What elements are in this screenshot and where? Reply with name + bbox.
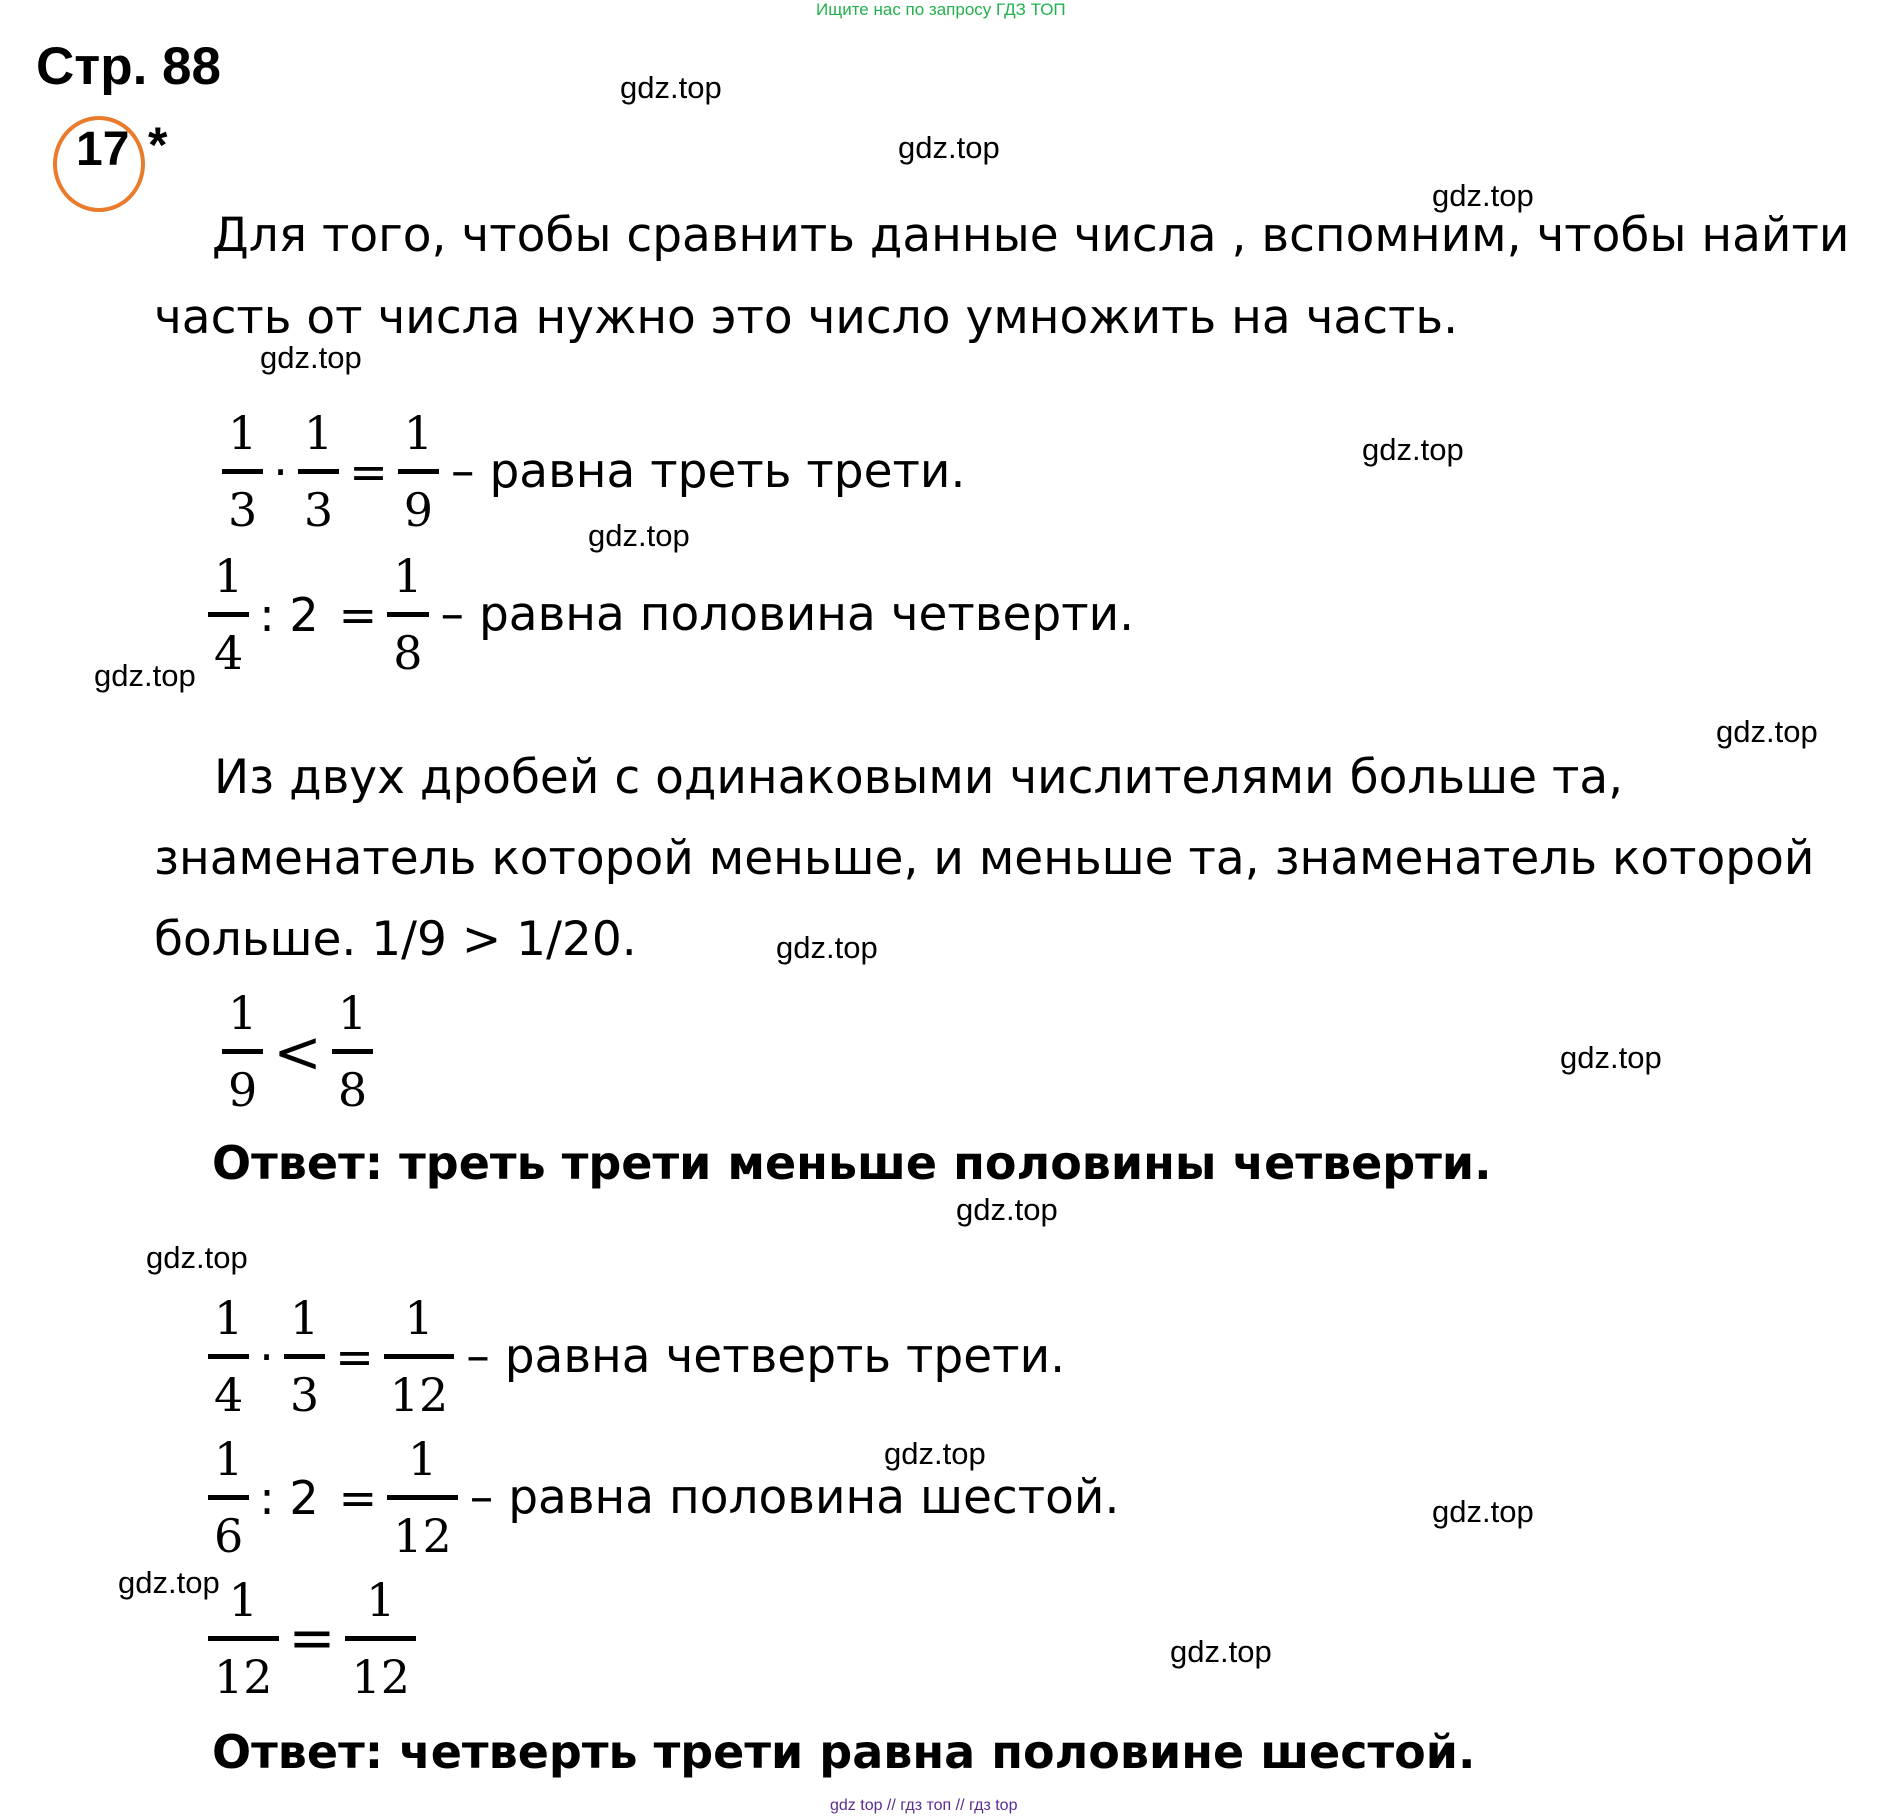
fraction-numerator: 1 (289, 1291, 320, 1345)
fraction-bar (384, 1354, 455, 1359)
fraction-numerator: 1 (214, 1432, 244, 1486)
rule-line-1: Из двух дробей с одинаковыми числителями больше та, (214, 750, 1624, 805)
fraction-bar (387, 1495, 458, 1500)
fraction (298, 406, 339, 537)
equals-sign: = (338, 587, 378, 642)
fraction-bar (284, 1354, 325, 1359)
watermark: gdz.top (1432, 178, 1534, 213)
fraction-result (398, 406, 439, 537)
fraction (208, 1291, 249, 1422)
fraction-numerator: 1 (404, 1291, 434, 1345)
equation-explanation: – равна четверть трети. (466, 1329, 1066, 1384)
comparison-one-twelfth-equals (208, 1573, 416, 1704)
fraction-bar (222, 469, 263, 474)
fraction (284, 1291, 325, 1422)
watermark: gdz.top (1432, 1494, 1534, 1529)
equation-half-of-quarter (208, 549, 1135, 680)
fraction-numerator: 1 (228, 406, 258, 460)
multiply-sign: · (273, 444, 288, 499)
fraction-bar (345, 1636, 416, 1641)
fraction-bar (208, 1636, 279, 1641)
fraction (345, 1573, 416, 1704)
fraction-numerator: 1 (337, 986, 368, 1040)
fraction-bar (208, 1495, 249, 1500)
watermark: gdz.top (118, 1565, 220, 1600)
fraction-denominator: 3 (289, 1368, 320, 1422)
fraction-bar (298, 469, 339, 474)
answer-1: Ответ: треть трети меньше половины четверти. (212, 1136, 1492, 1190)
watermark: gdz.top (1362, 432, 1464, 467)
fraction (222, 406, 263, 537)
equation-quarter-of-third (208, 1291, 1066, 1422)
rule-line-3: больше. 1/9 > 1/20. (154, 912, 637, 967)
fraction-denominator: 4 (214, 1368, 244, 1422)
equals-sign: = (335, 1329, 374, 1384)
fraction-denominator: 9 (228, 1063, 258, 1117)
watermark: gdz.top (1170, 1634, 1272, 1669)
fraction (332, 986, 373, 1117)
watermark: gdz.top (146, 1240, 248, 1275)
watermark: gdz.top (1716, 714, 1818, 749)
fraction-result (387, 1432, 458, 1563)
fraction-denominator: 6 (214, 1509, 244, 1563)
fraction (222, 986, 263, 1117)
task-number: 17 (76, 123, 130, 176)
fraction-numerator: 1 (214, 549, 244, 603)
equals-sign: = (288, 1606, 336, 1671)
fraction-bar (208, 1354, 249, 1359)
fraction-bar (208, 612, 249, 617)
watermark: gdz.top (94, 658, 196, 693)
equation-explanation: – равна половина четверти. (440, 587, 1135, 642)
fraction-denominator: 9 (403, 483, 434, 537)
page-title: Стр. 88 (36, 37, 222, 96)
fraction-numerator: 1 (228, 1573, 258, 1627)
fraction-numerator: 1 (366, 1573, 396, 1627)
intro-line-2: часть от числа нужно это число умножить на часть. (154, 290, 1459, 345)
fraction (208, 549, 249, 680)
equals-sign: = (349, 444, 388, 499)
fraction-numerator: 1 (214, 1291, 244, 1345)
watermark: gdz.top (898, 130, 1000, 165)
fraction-numerator: 1 (393, 549, 423, 603)
equation-explanation: – равна треть трети. (451, 444, 966, 499)
equation-explanation: – равна половина шестой. (469, 1470, 1120, 1525)
fraction-denominator: 3 (303, 483, 334, 537)
equals-sign: = (338, 1470, 378, 1525)
fraction-denominator: 12 (214, 1650, 273, 1704)
watermark: gdz.top (260, 340, 362, 375)
fraction-numerator: 1 (228, 986, 258, 1040)
fraction-denominator: 12 (389, 1368, 449, 1422)
multiply-sign: · (259, 1329, 274, 1384)
fraction-denominator: 4 (214, 626, 244, 680)
fraction-bar (332, 1049, 373, 1054)
fraction-numerator: 1 (303, 406, 334, 460)
divide-by-two: : 2 (259, 587, 319, 642)
less-than-sign: < (273, 1017, 322, 1086)
watermark: gdz.top (776, 930, 878, 965)
fraction-result (387, 549, 428, 680)
fraction-denominator: 8 (337, 1063, 368, 1117)
top-banner: Ищите нас по запросу ГДЗ ТОП (816, 0, 1066, 19)
fraction-denominator: 8 (393, 626, 423, 680)
rule-line-2: знаменатель которой меньше, и меньше та, знаменатель которой (154, 831, 1815, 886)
fraction-bar (222, 1049, 263, 1054)
fraction-result (384, 1291, 455, 1422)
watermark: gdz.top (884, 1436, 986, 1471)
fraction-denominator: 12 (351, 1650, 411, 1704)
intro-line-1: Для того, чтобы сравнить данные числа , вспомним, чтобы найти (212, 208, 1850, 263)
comparison-one-ninth-one-eighth (222, 986, 373, 1117)
fraction-bar (398, 469, 439, 474)
watermark: gdz.top (956, 1192, 1058, 1227)
fraction (208, 1432, 249, 1563)
watermark: gdz.top (620, 70, 722, 105)
watermark: gdz.top (588, 518, 690, 553)
fraction-numerator: 1 (403, 406, 434, 460)
footer-links: gdz top // гдз топ // гдз top (830, 1797, 1018, 1814)
fraction-denominator: 12 (393, 1509, 452, 1563)
fraction-denominator: 3 (228, 483, 258, 537)
divide-by-two: : 2 (259, 1470, 319, 1525)
fraction-bar (387, 612, 428, 617)
fraction-numerator: 1 (407, 1432, 438, 1486)
watermark: gdz.top (1560, 1040, 1662, 1075)
task-star-marker: * (148, 117, 168, 173)
answer-2: Ответ: четверть трети равна половине шестой. (212, 1725, 1476, 1779)
